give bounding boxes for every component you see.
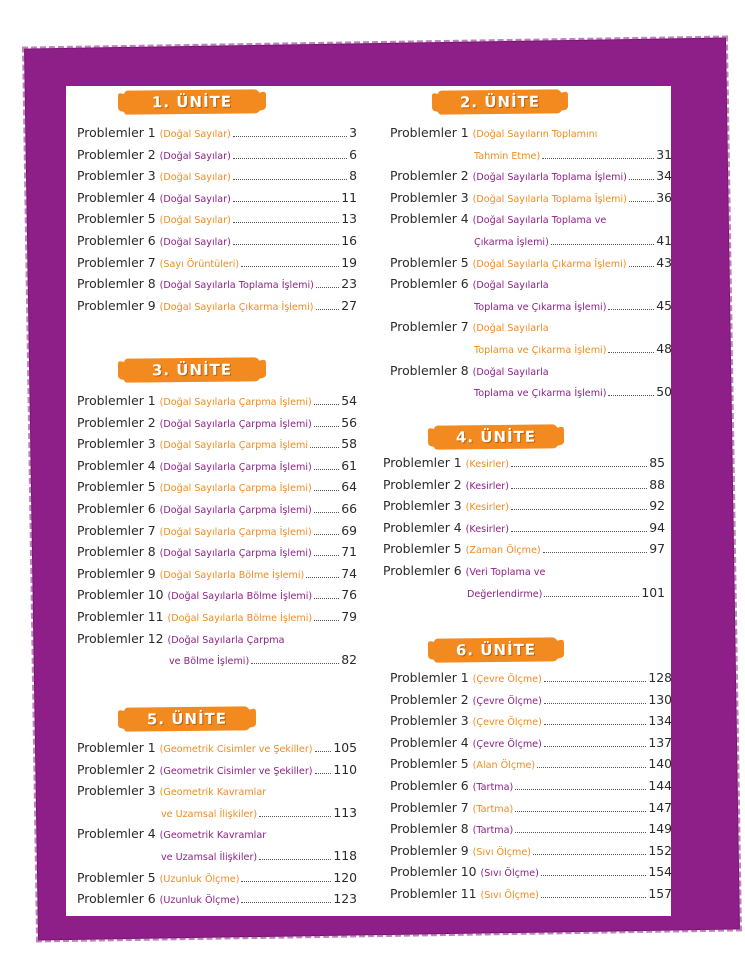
entry-topic: (Sıvı Ölçme)	[480, 889, 539, 901]
entry-page-number: 128	[648, 670, 672, 685]
entry-page-number: 118	[333, 847, 357, 863]
entry-leader-dots	[541, 897, 646, 898]
entry-leader-dots	[241, 266, 339, 267]
toc-entry[interactable]	[390, 363, 672, 406]
entry-label: Problemler 4	[383, 519, 462, 535]
entry-label: Problemler 1	[383, 455, 462, 470]
toc-entry[interactable]	[77, 211, 357, 233]
entry-topic: (Doğal Sayılarla	[472, 280, 549, 292]
entry-leader-dots	[511, 531, 647, 532]
entry-page-number: 152	[648, 842, 672, 858]
entry-page-number: 140	[648, 756, 672, 772]
toc-entry[interactable]	[77, 458, 357, 480]
entry-label: Problemler 9	[77, 297, 156, 313]
toc-entry[interactable]	[77, 501, 357, 523]
entry-page-number: 147	[648, 799, 672, 815]
entry-topic: (Doğal Sayılarla Bölme İşlemi)	[167, 612, 313, 624]
unit-2-banner: 2. ÜNİTE	[438, 89, 562, 114]
entry-topic: (Tartma)	[472, 825, 514, 837]
entry-page-number: 66	[341, 500, 357, 516]
toc-entry[interactable]	[390, 843, 672, 865]
entry-topic: Toplama ve Çıkarma İşlemi)	[474, 388, 607, 400]
entry-label: Problemler 12	[77, 630, 164, 646]
entry-topic: (Kesirler)	[465, 459, 509, 470]
entry-leader-dots	[241, 881, 331, 882]
entry-label: Problemler 2	[390, 168, 469, 184]
entry-label: Problemler 1	[77, 125, 156, 140]
entry-leader-dots	[533, 854, 646, 855]
entry-label: Problemler 10	[390, 864, 477, 880]
toc-entry[interactable]	[77, 479, 357, 501]
toc-entry[interactable]	[383, 455, 665, 477]
entry-topic: (Sıvı Ölçme)	[472, 846, 532, 858]
entry-leader-dots	[537, 767, 646, 768]
entry-page-number: 16	[341, 232, 357, 248]
toc-entry[interactable]	[77, 783, 357, 826]
entry-topic: (Çevre Ölçme)	[472, 695, 542, 707]
entry-page-number: 48	[656, 340, 672, 356]
entry-topic: (Doğal Sayılarla Çıkarma İşlemi)	[472, 258, 627, 270]
toc-entry[interactable]	[390, 168, 672, 190]
entry-page-number: 3	[349, 125, 357, 140]
entry-page-number: 82	[341, 652, 357, 668]
entry-topic: Değerlendirme)	[467, 588, 543, 600]
toc-entry[interactable]	[77, 125, 357, 147]
entry-page-number: 157	[648, 885, 672, 901]
toc-entry[interactable]	[77, 609, 357, 631]
entry-page-number: 130	[648, 691, 672, 707]
entry-topic: (Doğal Sayılarla Çarpma	[167, 634, 285, 646]
toc-entry[interactable]	[383, 563, 665, 606]
entry-leader-dots	[316, 287, 339, 288]
toc-entry[interactable]	[77, 826, 357, 869]
entry-topic: (Doğal Sayılarla Toplama ve	[472, 215, 607, 227]
entry-leader-dots	[233, 244, 339, 245]
entry-label: Problemler 8	[390, 821, 469, 837]
entry-topic: (Alan Ölçme)	[472, 760, 536, 772]
toc-entry[interactable]	[390, 821, 672, 843]
entry-topic: (Kesirler)	[465, 502, 509, 514]
entry-topic: (Doğal Sayılarla Çarpma İşlemi)	[159, 548, 312, 560]
entry-leader-dots	[233, 136, 347, 137]
entry-topic: (Geometrik Kavramlar	[159, 830, 267, 842]
entry-page-number: 61	[341, 457, 357, 473]
toc-entry[interactable]	[390, 864, 672, 886]
entry-topic: (Sayı Örüntüleri)	[159, 258, 240, 270]
entry-label: Problemler 5	[77, 869, 156, 885]
entry-leader-dots	[629, 201, 654, 202]
entry-label: Problemler 6	[77, 500, 156, 516]
unit-3-banner: 3. ÜNİTE	[124, 357, 260, 382]
entry-label: Problemler 2	[77, 761, 156, 777]
entry-label: Problemler 9	[390, 842, 469, 858]
entry-label: Problemler 1	[390, 125, 469, 140]
toc-entry[interactable]	[383, 498, 665, 520]
entry-label: Problemler 6	[383, 562, 462, 578]
entry-topic: ve Uzamsal İlişkiler)	[161, 851, 258, 863]
entry-leader-dots	[551, 244, 654, 245]
entry-leader-dots	[233, 158, 347, 159]
toc-entry[interactable]	[77, 870, 357, 892]
entry-leader-dots	[314, 598, 339, 599]
entry-leader-dots	[608, 309, 654, 310]
entry-topic: (Doğal Sayılarla Çarpma İşlemi)	[159, 526, 312, 538]
entry-topic: (Doğal Sayılar)	[159, 172, 231, 184]
entry-label: Problemler 7	[390, 319, 469, 335]
entry-leader-dots	[511, 488, 647, 489]
toc-entry[interactable]	[383, 477, 665, 499]
entry-topic: (Çevre Ölçme)	[472, 717, 542, 729]
entry-label: Problemler 3	[383, 498, 462, 514]
entry-label: Problemler 1	[77, 393, 156, 408]
entry-topic: (Tartma)	[472, 803, 514, 815]
entry-leader-dots	[515, 789, 646, 790]
entry-page-number: 94	[649, 519, 665, 535]
entry-topic: (Doğal Sayılar)	[159, 150, 231, 162]
toc-entry[interactable]	[390, 756, 672, 778]
entry-page-number: 105	[333, 740, 357, 755]
entry-topic: ve Bölme İşlemi)	[169, 656, 250, 668]
entry-topic: (Doğal Sayılarla Çarpma İşlemi)	[159, 483, 312, 495]
entry-topic: (Doğal Sayılarla Toplama İşlemi)	[472, 172, 627, 184]
entry-leader-dots	[314, 490, 339, 491]
toc-entry[interactable]	[390, 713, 672, 735]
entry-leader-dots	[241, 902, 331, 903]
toc-entry[interactable]	[390, 886, 672, 908]
entry-page-number: 56	[341, 414, 357, 430]
entry-leader-dots	[306, 577, 339, 578]
unit-2-list	[390, 125, 672, 406]
entry-leader-dots	[608, 352, 654, 353]
entry-label: Problemler 5	[390, 756, 469, 772]
entry-page-number: 6	[349, 146, 357, 162]
entry-page-number: 134	[648, 713, 672, 729]
entry-page-number: 101	[641, 584, 665, 600]
entry-label: Problemler 7	[77, 254, 156, 270]
entry-label: Problemler 1	[390, 670, 469, 685]
entry-label: Problemler 4	[77, 189, 156, 205]
toc-entry[interactable]	[77, 276, 357, 298]
entry-topic: (Doğal Sayılar)	[159, 215, 231, 227]
toc-entry[interactable]	[77, 415, 357, 437]
entry-leader-dots	[314, 404, 339, 405]
toc-entry[interactable]	[390, 190, 672, 212]
entry-leader-dots	[314, 555, 339, 556]
entry-page-number: 110	[333, 761, 357, 777]
entry-leader-dots	[315, 751, 332, 752]
unit-6-list	[390, 670, 672, 908]
entry-label: Problemler 8	[77, 276, 156, 292]
entry-topic: (Kesirler)	[465, 523, 509, 535]
entry-label: Problemler 3	[77, 783, 156, 799]
entry-topic: (Doğal Sayılarla Bölme İşlemi)	[159, 569, 305, 581]
entry-page-number: 58	[341, 436, 357, 452]
entry-leader-dots	[541, 875, 646, 876]
unit-4-list	[383, 455, 665, 606]
toc-entry[interactable]	[390, 735, 672, 757]
entry-leader-dots	[314, 620, 339, 621]
toc-entry[interactable]	[390, 255, 672, 277]
entry-page-number: 85	[649, 455, 665, 470]
entry-label: Problemler 5	[77, 479, 156, 495]
entry-leader-dots	[316, 309, 340, 310]
entry-topic: Tahmin Etme)	[474, 150, 541, 162]
toc-entry[interactable]	[390, 319, 672, 362]
entry-leader-dots	[544, 596, 639, 597]
toc-entry[interactable]	[77, 298, 357, 320]
entry-page-number: 88	[649, 476, 665, 492]
entry-leader-dots	[314, 469, 339, 470]
entry-leader-dots	[259, 859, 331, 860]
entry-page-number: 123	[333, 891, 357, 907]
toc-entry[interactable]	[390, 276, 672, 319]
entry-page-number: 120	[333, 869, 357, 885]
unit-5-banner: 5. ÜNİTE	[124, 706, 250, 731]
entry-label: Problemler 4	[77, 826, 156, 842]
entry-leader-dots	[629, 179, 654, 180]
entry-label: Problemler 3	[390, 189, 469, 205]
entry-leader-dots	[511, 466, 647, 467]
entry-page-number: 69	[341, 522, 357, 538]
entry-page-number: 154	[648, 864, 672, 880]
toc-entry[interactable]	[390, 778, 672, 800]
toc-entry[interactable]	[77, 740, 357, 762]
entry-page-number: 113	[333, 804, 357, 820]
entry-page-number: 11	[341, 189, 357, 205]
entry-label: Problemler 5	[383, 541, 462, 557]
entry-topic: (Doğal Sayıların Toplamını	[472, 129, 598, 140]
entry-topic: (Çevre Ölçme)	[472, 674, 542, 685]
entry-topic: (Doğal Sayılarla Çarpma İşlemi)	[159, 397, 312, 408]
toc-entry[interactable]	[77, 393, 357, 415]
entry-topic: (Doğal Sayılarla	[472, 323, 549, 335]
entry-page-number: 27	[341, 297, 357, 313]
entry-label: Problemler 2	[77, 414, 156, 430]
entry-topic: (Tartma)	[472, 781, 514, 793]
entry-leader-dots	[233, 179, 347, 180]
toc-entry[interactable]	[390, 692, 672, 714]
entry-label: Problemler 7	[390, 799, 469, 815]
entry-label: Problemler 11	[390, 885, 477, 901]
entry-label: Problemler 4	[390, 734, 469, 750]
entry-topic: (Zaman Ölçme)	[465, 545, 541, 557]
entry-label: Problemler 6	[77, 232, 156, 248]
entry-label: Problemler 4	[390, 211, 469, 227]
entry-topic: ve Uzamsal İlişkiler)	[161, 808, 258, 820]
entry-label: Problemler 8	[390, 362, 469, 378]
entry-label: Problemler 5	[390, 254, 469, 270]
entry-leader-dots	[515, 811, 646, 812]
entry-page-number: 43	[656, 254, 672, 270]
toc-entry[interactable]	[390, 125, 672, 168]
entry-leader-dots	[233, 222, 339, 223]
entry-label: Problemler 3	[77, 168, 156, 184]
entry-topic: (Doğal Sayılar)	[159, 193, 231, 205]
entry-page-number: 13	[341, 211, 357, 227]
toc-entry[interactable]	[383, 541, 665, 563]
entry-leader-dots	[511, 509, 647, 510]
entry-leader-dots	[259, 816, 331, 817]
toc-entry[interactable]	[77, 523, 357, 545]
toc-entry[interactable]	[77, 566, 357, 588]
toc-entry[interactable]	[77, 233, 357, 255]
entry-page-number: 41	[656, 232, 672, 248]
entry-label: Problemler 1	[77, 740, 156, 755]
entry-label: Problemler 7	[77, 522, 156, 538]
entry-topic: (Doğal Sayılarla Çıkarma İşlemi)	[159, 301, 314, 313]
entry-label: Problemler 6	[390, 276, 469, 292]
entry-topic: (Geometrik Kavramlar	[159, 787, 267, 799]
entry-topic: (Doğal Sayılar)	[159, 236, 231, 248]
entry-topic: (Doğal Sayılarla Çarpma İşlemi)	[159, 504, 312, 516]
entry-leader-dots	[544, 746, 647, 747]
entry-leader-dots	[544, 724, 647, 725]
entry-leader-dots	[314, 512, 339, 513]
entry-leader-dots	[608, 395, 654, 396]
entry-topic: (Doğal Sayılarla Çarpma İşlemi)	[159, 418, 312, 430]
entry-page-number: 19	[341, 254, 357, 270]
toc-entry[interactable]	[390, 211, 672, 254]
entry-topic: Çıkarma İşlemi)	[474, 236, 549, 248]
entry-page-number: 45	[656, 297, 672, 313]
entry-leader-dots	[314, 426, 339, 427]
entry-page-number: 8	[349, 168, 357, 184]
entry-page-number: 74	[341, 565, 357, 581]
unit-3-list	[77, 393, 357, 674]
toc-entry[interactable]	[77, 631, 357, 674]
entry-topic: (Doğal Sayılarla Çarpma İşlemi	[159, 440, 309, 452]
entry-topic: (Sıvı Ölçme)	[480, 868, 539, 880]
entry-leader-dots	[314, 534, 339, 535]
entry-label: Problemler 9	[77, 565, 156, 581]
entry-topic: (Veri Toplama ve	[465, 566, 546, 578]
entry-leader-dots	[544, 681, 647, 682]
toc-entry[interactable]	[77, 436, 357, 458]
toc-entry[interactable]	[77, 190, 357, 212]
toc-entry[interactable]	[77, 255, 357, 277]
entry-leader-dots	[233, 201, 339, 202]
entry-label: Problemler 2	[383, 476, 462, 492]
entry-leader-dots	[251, 663, 339, 664]
entry-topic: (Uzunluk Ölçme)	[159, 895, 240, 907]
entry-leader-dots	[315, 773, 332, 774]
entry-page-number: 54	[341, 393, 357, 408]
entry-topic: (Doğal Sayılarla Çarpma İşlemi)	[159, 461, 312, 473]
entry-label: Problemler 11	[77, 608, 164, 624]
entry-page-number: 50	[656, 384, 672, 400]
entry-topic: (Doğal Sayılar)	[159, 129, 231, 140]
unit-1-banner: 1. ÜNİTE	[124, 89, 260, 114]
entry-leader-dots	[515, 832, 646, 833]
entry-leader-dots	[542, 158, 654, 159]
toc-entry[interactable]	[383, 520, 665, 542]
toc-entry[interactable]	[390, 800, 672, 822]
entry-leader-dots	[629, 266, 655, 267]
entry-page-number: 31	[656, 146, 672, 162]
entry-label: Problemler 8	[77, 544, 156, 560]
toc-entry[interactable]	[77, 587, 357, 609]
entry-topic: (Doğal Sayılarla Bölme İşlemi)	[167, 591, 313, 603]
entry-label: Problemler 6	[77, 891, 156, 907]
entry-label: Problemler 4	[77, 457, 156, 473]
entry-topic: (Uzunluk Ölçme)	[159, 873, 240, 885]
entry-page-number: 76	[341, 587, 357, 603]
toc-entry[interactable]	[77, 762, 357, 784]
entry-page-number: 97	[649, 541, 665, 557]
toc-entry[interactable]	[77, 147, 357, 169]
entry-label: Problemler 3	[77, 436, 156, 452]
entry-page-number: 71	[341, 544, 357, 560]
entry-page-number: 137	[648, 734, 672, 750]
entry-label: Problemler 10	[77, 587, 164, 603]
entry-topic: (Çevre Ölçme)	[472, 738, 542, 750]
toc-entry[interactable]	[390, 670, 672, 692]
entry-label: Problemler 5	[77, 211, 156, 227]
toc-entry[interactable]	[77, 168, 357, 190]
entry-label: Problemler 2	[390, 691, 469, 707]
entry-page-number: 36	[656, 189, 672, 205]
unit-4-banner: 4. ÜNİTE	[434, 424, 558, 449]
entry-page-number: 92	[649, 498, 665, 514]
entry-page-number: 144	[648, 777, 672, 793]
entry-topic: (Doğal Sayılarla Toplama İşlemi)	[472, 193, 627, 205]
entry-page-number: 23	[341, 276, 357, 292]
entry-leader-dots	[543, 552, 648, 553]
entry-label: Problemler 6	[390, 777, 469, 793]
entry-topic: (Doğal Sayılarla	[472, 366, 549, 378]
entry-page-number: 34	[656, 168, 672, 184]
unit-6-banner: 6. ÜNİTE	[434, 637, 558, 662]
entry-page-number: 79	[341, 608, 357, 624]
entry-topic: (Kesirler)	[465, 480, 509, 492]
entry-topic: (Geometrik Cisimler ve Şekiller)	[159, 744, 313, 755]
entry-topic: (Doğal Sayılarla Toplama İşlemi)	[159, 280, 314, 292]
entry-leader-dots	[544, 703, 647, 704]
entry-label: Problemler 2	[77, 146, 156, 162]
toc-entry[interactable]	[77, 891, 357, 913]
entry-topic: Toplama ve Çıkarma İşlemi)	[474, 301, 607, 313]
entry-page-number: 149	[648, 821, 672, 837]
toc-entry[interactable]	[77, 544, 357, 566]
entry-page-number: 64	[341, 479, 357, 495]
unit-1-list	[77, 125, 357, 319]
entry-label: Problemler 3	[390, 713, 469, 729]
unit-5-list	[77, 740, 357, 913]
entry-leader-dots	[310, 447, 339, 448]
entry-topic: (Geometrik Cisimler ve Şekiller)	[159, 765, 313, 777]
entry-topic: Toplama ve Çıkarma İşlemi)	[474, 344, 607, 356]
